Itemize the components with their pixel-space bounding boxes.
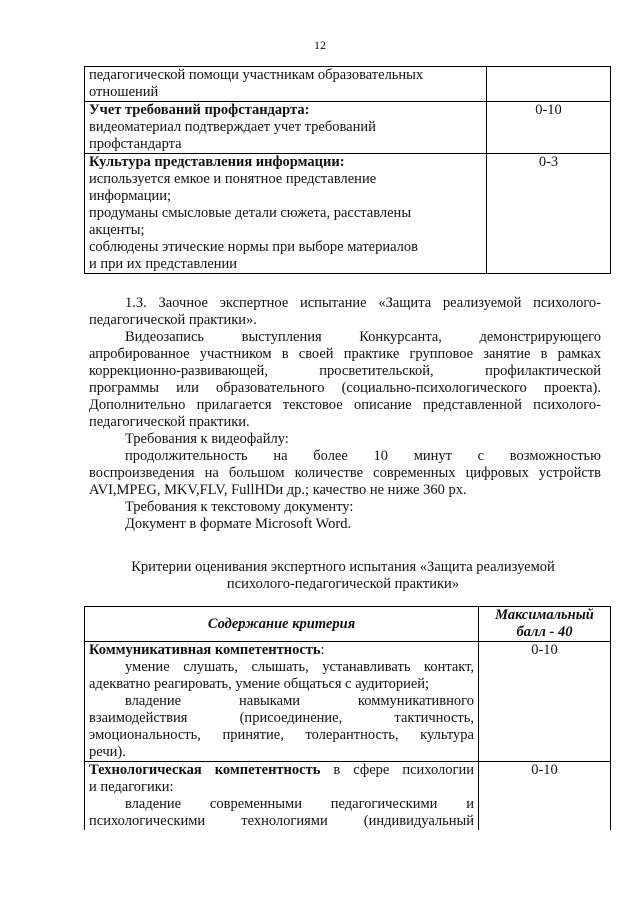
evaluation-criteria-table xyxy=(84,606,611,830)
table-row xyxy=(85,154,611,274)
score-cell xyxy=(487,67,611,102)
video-requirements-title: Требования к видеофайлу: xyxy=(125,431,289,447)
criterion-title-line xyxy=(89,642,474,659)
score-cell: 0-10 xyxy=(479,762,611,831)
criterion-title: Коммуникативная компетентность xyxy=(89,642,321,658)
criterion-cell xyxy=(85,154,487,274)
cell-line: и педагогики: xyxy=(89,779,174,795)
criteria-title-line: Критерии оценивания экспертного испытания «Защита реализуемой xyxy=(131,559,555,575)
score-cell: 0-10 xyxy=(487,102,611,154)
paragraph-line: Дополнительно прилагается текстовое описание представленной психолого- xyxy=(89,397,601,413)
paragraph-line: коррекционно-развивающей, просветительской, профилактической xyxy=(89,363,601,379)
paragraph-line: AVI,MPEG, MKV,FLV, FullHDи др.; качество не ниже 360 px. xyxy=(89,482,467,498)
criterion-cell xyxy=(85,102,487,154)
cell-line: психологическими технологиями (индивидуальный xyxy=(89,813,474,829)
paragraph-line: программы или образовательного (социально-психологического проекта). xyxy=(89,380,601,396)
criterion-cell xyxy=(85,642,479,762)
cell-line: видеоматериал подтверждает учет требований xyxy=(89,119,376,135)
text-requirements-value: Документ в формате Microsoft Word. xyxy=(125,516,352,532)
criterion-cell xyxy=(85,67,487,102)
paragraph-line: апробированное участником в своей практике групповое занятие в рамках xyxy=(89,346,601,362)
cell-line: умение слушать, слышать, устанавливать контакт, xyxy=(125,659,474,675)
criterion-title: Учет требований профстандарта: xyxy=(89,102,310,118)
cell-line: соблюдены этические нормы при выборе материалов xyxy=(89,239,419,255)
section-1-3 xyxy=(89,295,601,533)
cell-line: и при их представлении xyxy=(89,256,238,272)
table-row xyxy=(85,102,611,154)
paragraph-line: воспроизведения на большом количестве современных цифровых устройств xyxy=(89,465,601,481)
cell-line: профстандарта xyxy=(89,136,182,152)
cell-line: владение навыками коммуникативного xyxy=(125,693,474,709)
table-header-row xyxy=(85,607,611,642)
cell-line: речи). xyxy=(89,744,126,760)
header-max-score-line: балл - 40 xyxy=(516,624,573,640)
table-row xyxy=(85,67,611,102)
header-max-score xyxy=(479,607,611,642)
cell-line: педагогической помощи участникам образовательных xyxy=(89,67,424,83)
header-max-score-line: Максимальный xyxy=(495,607,594,623)
paragraph-line: педагогической практики. xyxy=(89,414,250,430)
paragraph-line: продолжительность на более 10 минут с возможностью xyxy=(125,448,601,464)
cell-line: адекватно реагировать, умение общаться с аудиторией; xyxy=(89,676,430,692)
header-criteria-content: Содержание критерия xyxy=(85,607,479,642)
score-cell: 0-10 xyxy=(479,642,611,762)
section-heading: 1.3. Заочное экспертное испытание «Защита реализуемой психолого- xyxy=(125,295,601,311)
cell-line: взаимодействия (присоединение, тактичность, xyxy=(89,710,474,726)
criterion-title-line xyxy=(89,762,474,779)
cell-line: владение современными педагогическими и xyxy=(125,796,474,812)
score-cell: 0-3 xyxy=(487,154,611,274)
table-row xyxy=(85,762,611,831)
cell-line: отношений xyxy=(89,84,159,100)
cell-line: используется емкое и понятное представление xyxy=(89,171,377,187)
criterion-title-suffix: : xyxy=(320,642,325,658)
criterion-title: Технологическая компетентность xyxy=(89,762,321,778)
cell-line: информации; xyxy=(89,188,172,204)
cell-line: акценты; xyxy=(89,222,145,238)
section-heading-cont: педагогической практики». xyxy=(89,312,257,328)
criterion-title: Культура представления информации: xyxy=(89,154,345,170)
criteria-title xyxy=(84,559,602,593)
criteria-title-line: психолого-педагогической практики» xyxy=(226,576,460,592)
criterion-title-suffix: в сфере психологии xyxy=(320,762,474,778)
table-row xyxy=(85,642,611,762)
page-number: 12 xyxy=(314,38,326,52)
cell-line: продуманы смысловые детали сюжета, расставлены xyxy=(89,205,412,221)
criterion-cell xyxy=(85,762,479,831)
text-requirements-title: Требования к текстовому документу: xyxy=(125,499,354,515)
paragraph-line: Видеозапись выступления Конкурсанта, демонстрирующего xyxy=(125,329,601,345)
criteria-table-continued xyxy=(84,66,611,274)
cell-line: эмоциональность, принятие, толерантность, культура xyxy=(89,727,474,743)
